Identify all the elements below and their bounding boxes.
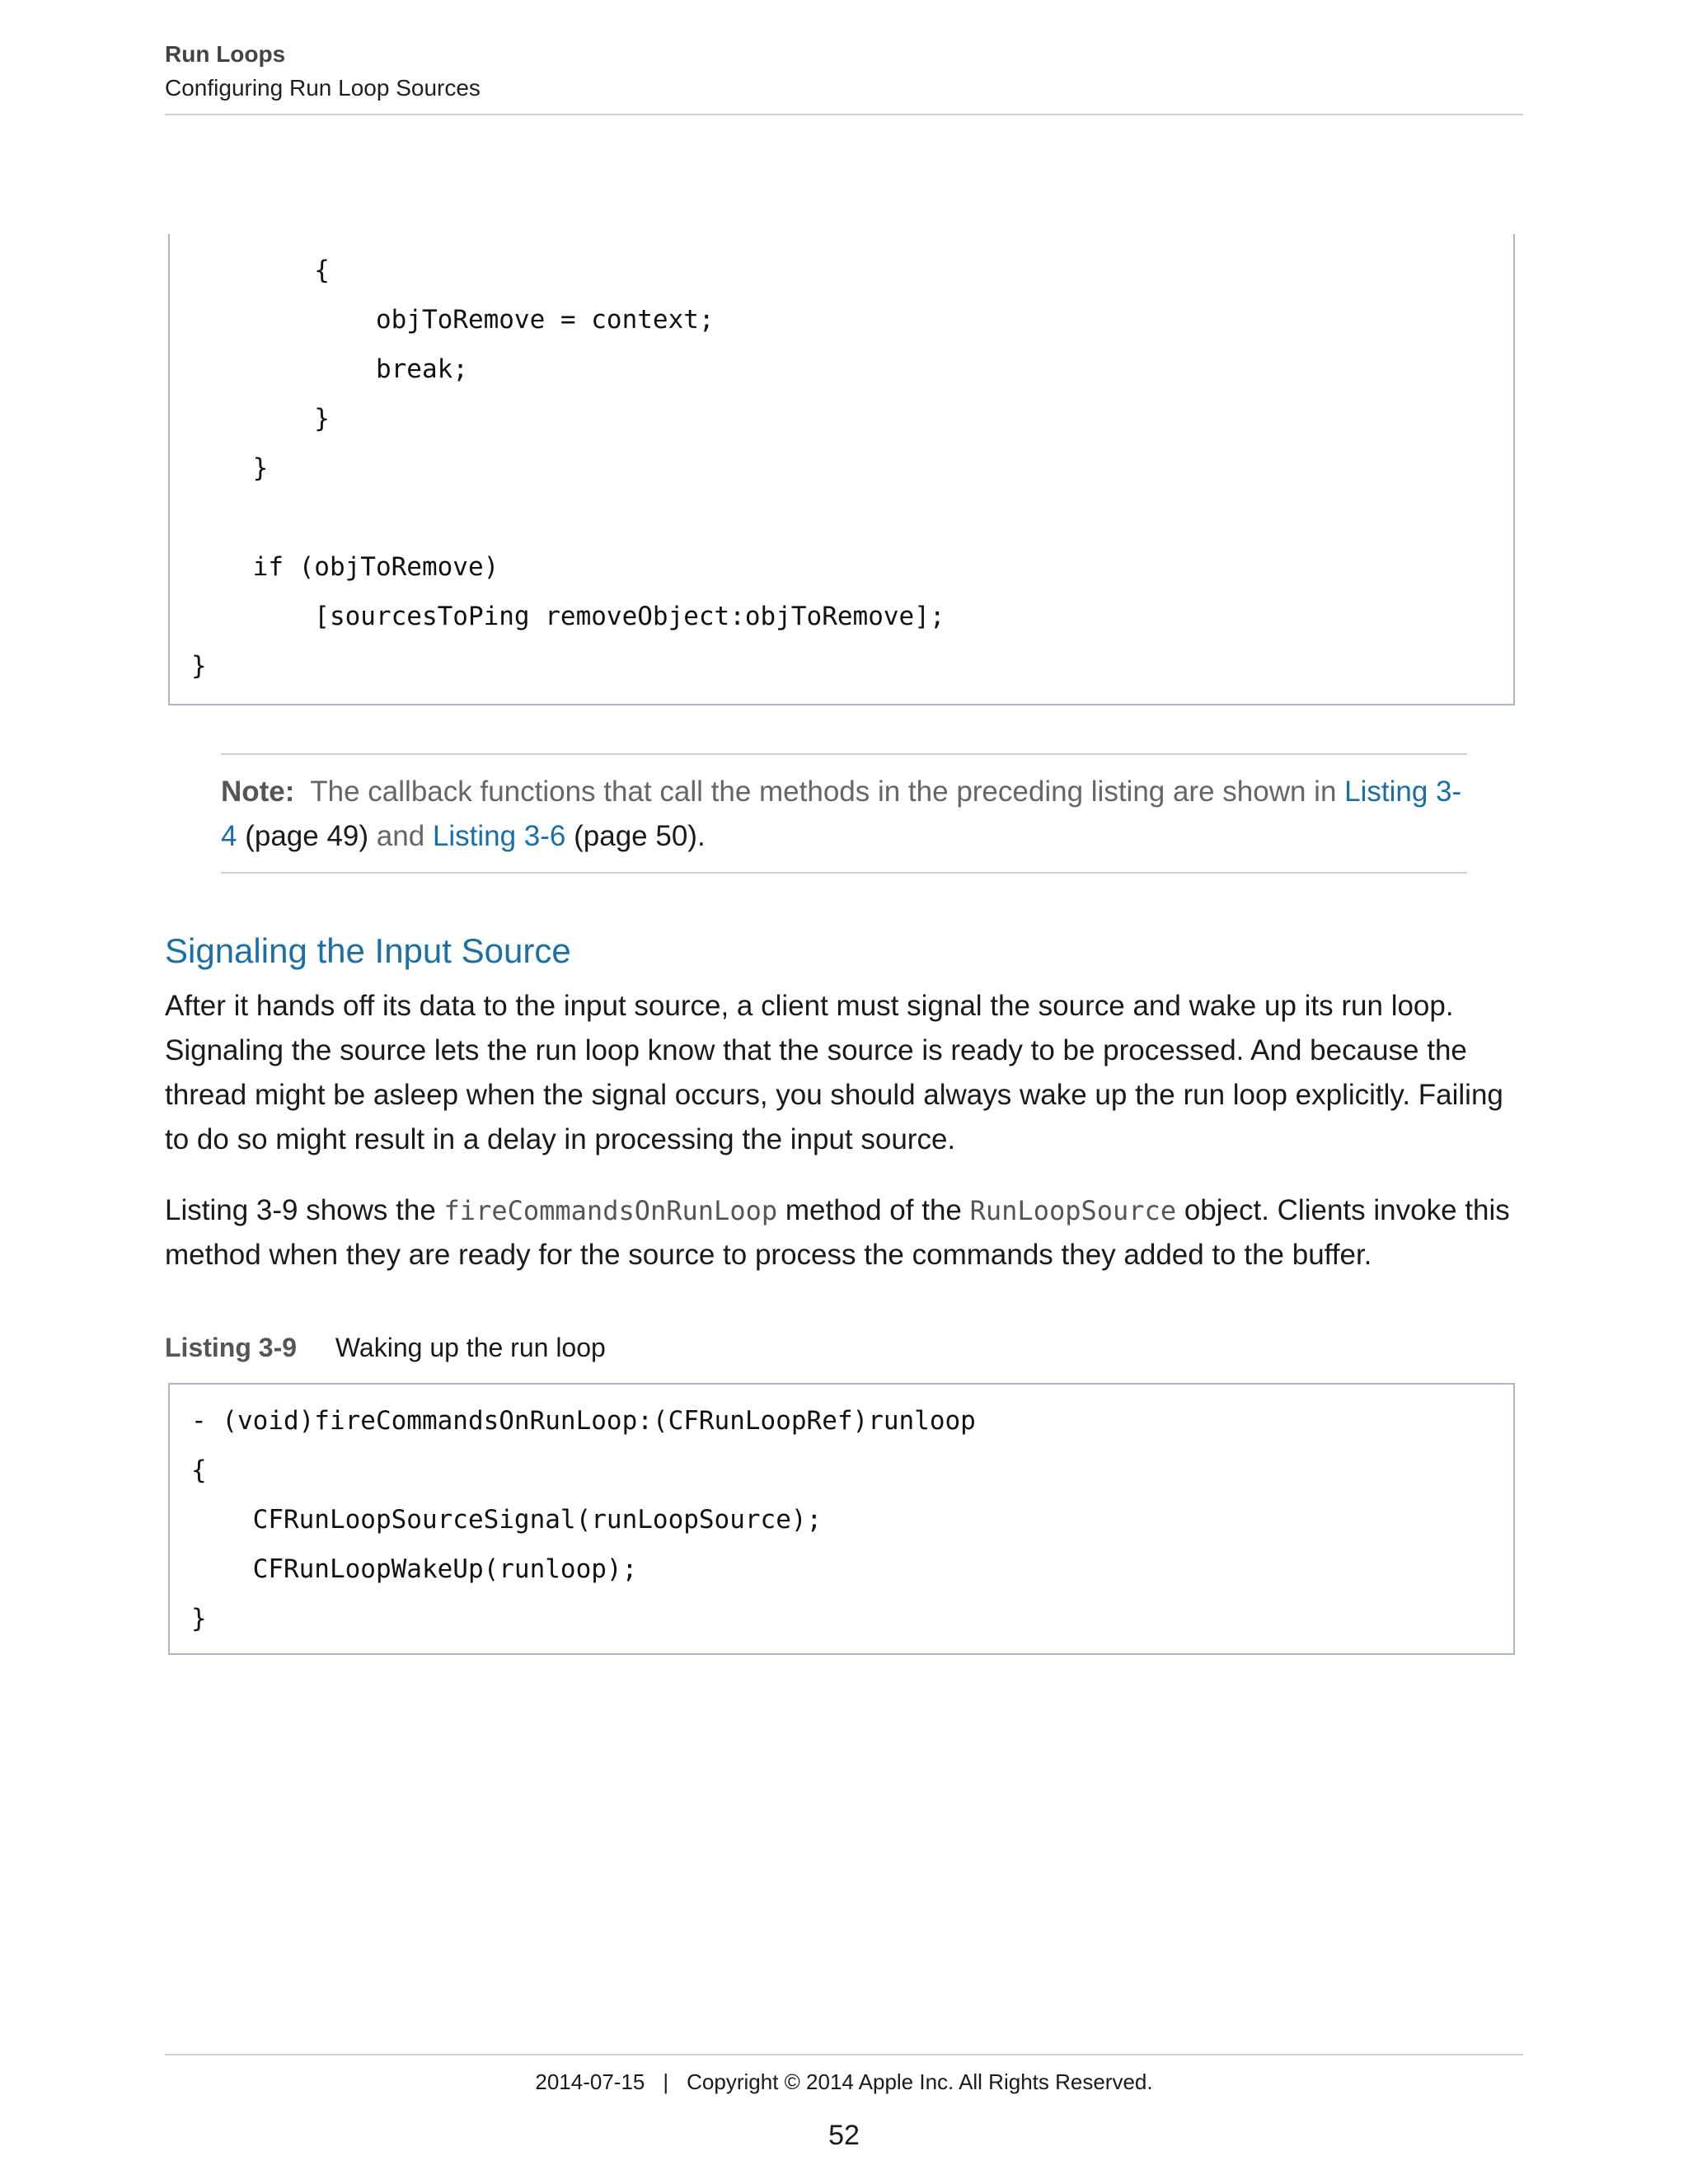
code-line: CFRunLoopSourceSignal(runLoopSource);: [191, 1505, 823, 1535]
chapter-title: Run Loops: [165, 41, 286, 67]
footer-date: 2014-07-15: [535, 2069, 645, 2094]
code-line: - (void)fireCommandsOnRunLoop:(CFRunLoopRef)runloop: [191, 1406, 976, 1436]
code-line: }: [191, 453, 269, 483]
note-text: The callback functions that call the methods in the preceding listing are shown in: [310, 776, 1337, 808]
code-line: CFRunLoopWakeUp(runloop);: [191, 1554, 638, 1584]
paragraph-text: method of the: [785, 1194, 962, 1226]
paragraph-text: Listing 3-9 shows the: [165, 1194, 436, 1226]
code-listing-continuation: [168, 234, 1515, 705]
listing-caption: [165, 1327, 606, 1368]
header-divider: [165, 114, 1523, 115]
page-ref-50: (page 50).: [574, 820, 706, 852]
code-line: }: [191, 404, 330, 434]
paragraph: After it hands off its data to the input source, a client must signal the source and wake up its run loop. Signaling the source lets the run loop know that the source is ready to be processed. And because the thread might be asleep when the signal occurs, you should always wake up the run loop explicitly. Failing to do so might result in a delay in processing the input source.: [165, 990, 1503, 1155]
page-ref-49: (page 49): [245, 820, 369, 852]
paragraph-text: object. Clients invoke this method when they are ready for the source to process the commands they added to the buffer.: [165, 1194, 1510, 1271]
footer: [0, 2065, 1688, 2098]
note-box: [221, 753, 1467, 874]
note-label: Note:: [221, 776, 295, 808]
code-listing: [168, 1383, 1515, 1655]
inline-code: fireCommandsOnRunLoop: [443, 1195, 778, 1226]
note-and: and: [376, 820, 425, 852]
page-number: 52: [828, 2120, 860, 2151]
page-header: [165, 38, 1525, 105]
code-line: break;: [191, 354, 468, 384]
code-line: if (objToRemove): [191, 552, 499, 582]
paragraph: [165, 1188, 1525, 1277]
code-line: {: [191, 1455, 207, 1485]
link-listing-3-6[interactable]: Listing 3-6: [432, 820, 566, 852]
code-line: }: [191, 1604, 207, 1633]
footer-copyright: Copyright © 2014 Apple Inc. All Rights Reserved.: [687, 2069, 1153, 2094]
link-listing-3-4[interactable]: Listing 3-4: [221, 776, 1462, 852]
listing-title: Waking up the run loop: [335, 1333, 606, 1362]
footer-separator: |: [663, 2069, 669, 2094]
section-header-title: Configuring Run Loop Sources: [165, 75, 481, 101]
code-line: [sourcesToPing removeObject:objToRemove];: [191, 602, 945, 631]
code-line: {: [191, 255, 330, 285]
section-heading: Signaling the Input Source: [165, 931, 571, 970]
listing-label: Listing 3-9: [165, 1333, 298, 1362]
inline-code: RunLoopSource: [969, 1195, 1177, 1226]
code-line: }: [191, 651, 207, 681]
code-line: objToRemove = context;: [191, 305, 715, 335]
footer-divider: [165, 2054, 1523, 2055]
